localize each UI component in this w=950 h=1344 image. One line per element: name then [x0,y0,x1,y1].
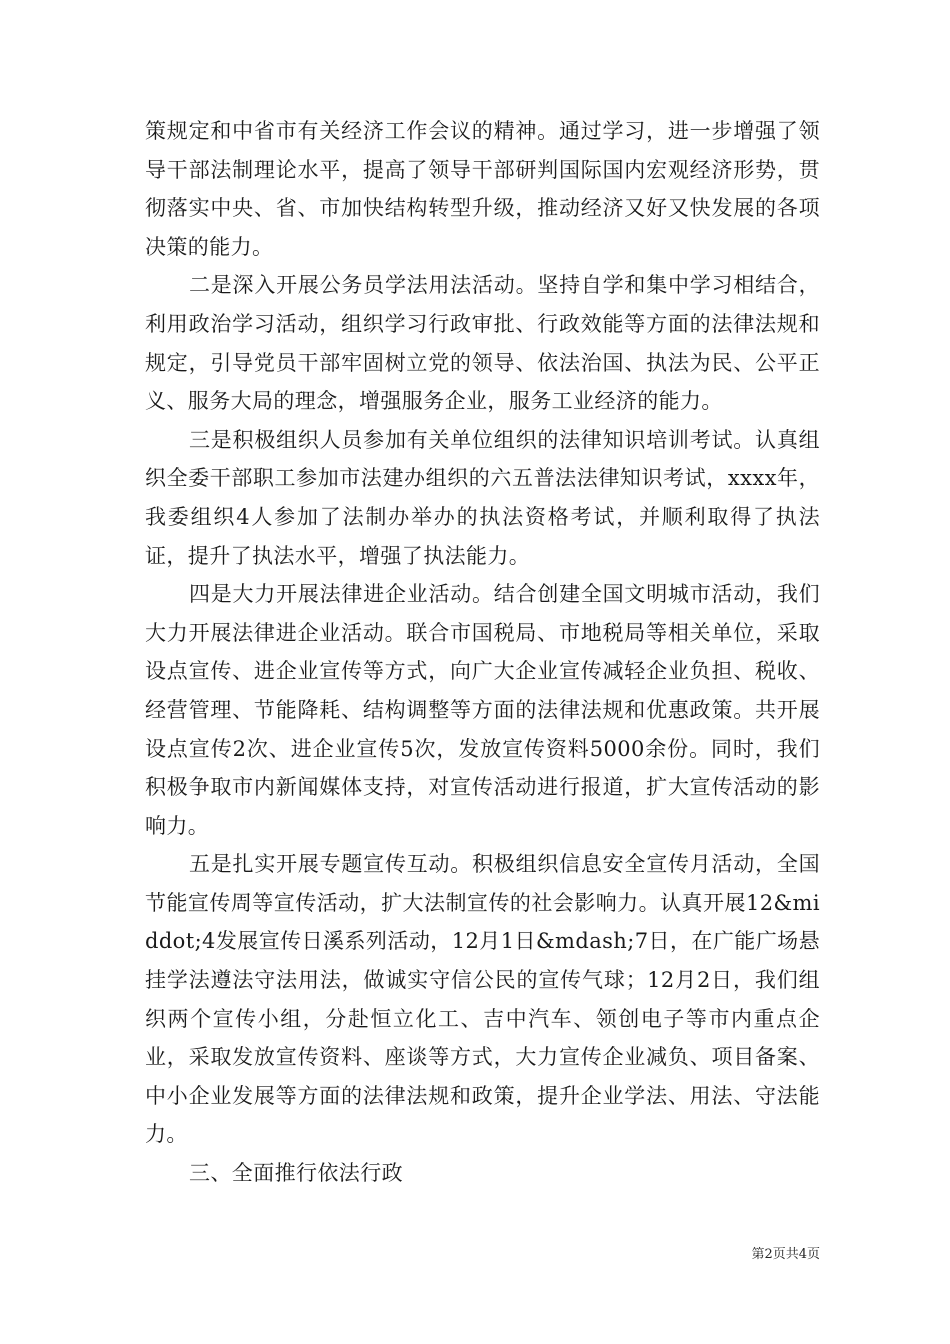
page-number-footer: 第2页共4页 [751,1247,820,1262]
paragraph-civil-servant-law-study: 二是深入开展公务员学法用法活动。坚持自学和集中学习相结合，利用政治学习活动，组织学习行政审批、行政效能等方面的法律法规和规定，引导党员干部牢固树立党的领导、依法治国、执法为民、公平正义、服务大局的理念，增强服务企业，服务工业经济的能力。 [145,273,820,414]
paragraph-law-into-enterprises: 四是大力开展法律进企业活动。结合创建全国文明城市活动，我们大力开展法律进企业活动。联合市国税局、市地税局等相关单位，采取设点宣传、进企业宣传等方式，向广大企业宣传减轻企业负担、税收、经营管理、节能降耗、结构调整等方面的法律法规和优惠政策。共开展设点宣传2次、进企业宣传5次，发放宣传资料5000余份。同时，我们积极争取市内新闻媒体支持，对宣传活动进行报道，扩大宣传活动的影响力。 [145,582,820,838]
document-body [145,112,820,1193]
section-heading-administration-by-law: 三、全面推行依法行政 [189,1161,403,1186]
paragraph-special-publicity: 五是扎实开展专题宣传互动。积极组织信息安全宣传月活动，全国节能宣传周等宣传活动，扩大法制宣传的社会影响力。认真开展12&middot;4发展宣传日溪系列活动，12月1日&mdash;7日，在广能广场悬挂学法遵法守法用法，做诚实守信公民的宣传气球；12月2日，我们组织两个宣传小组，分赴恒立化工、吉中汽车、领创电子等市内重点企业，采取发放宣传资料、座谈等方式，大力宣传企业减负、项目备案、中小企业发展等方面的法律法规和政策，提升企业学法、用法、守法能力。 [145,852,820,1147]
paragraph-study-continuation: 策规定和中省市有关经济工作会议的精神。通过学习，进一步增强了领导干部法制理论水平，提高了领导干部研判国际国内宏观经济形势，贯彻落实中央、省、市加快结构转型升级，推动经济又好又快发展的各项决策的能力。 [145,119,820,259]
paragraph-law-training-exam: 三是积极组织人员参加有关单位组织的法律知识培训考试。认真组织全委干部职工参加市法建办组织的六五普法法律知识考试，xxxx年，我委组织4人参加了法制办举办的执法资格考试，并顺利取得了执法证，提升了执法水平，增强了执法能力。 [145,427,820,568]
